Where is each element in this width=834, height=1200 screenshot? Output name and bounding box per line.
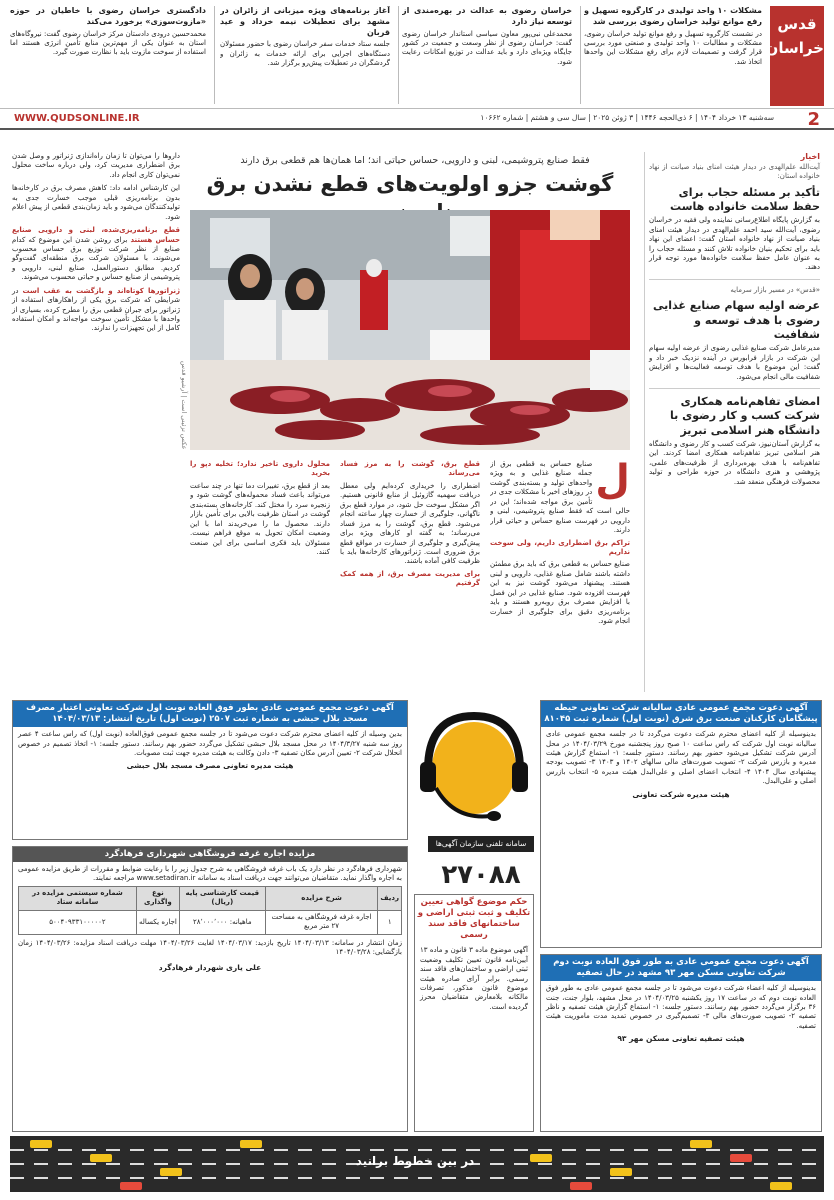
ad-body: بدینوسیله از کلیه اعضاء شرکت دعوت می‌شود تا در جلسه مجمع عمومی عادی به طور فوق العاده نوبت دوم که در ساعت ۱۷ روز یکشنبه ۱۴۰۴/۰۳/۲۵ در محل مشهد، بلوار جنت، جنت ۳۶ برگزار می‌گردد حضور بهم رسانند. دستور جلسه: ۱- استماع گزارش هیئت تصفیه و ناظر تصفیه ۲- تصویب صورت‌های مالی ۳- تصمیم‌گیری در خصوص تمدید مدت ماموریت هیئت تصفیه.: [546, 984, 816, 1030]
ad-intro: شهرداری فرهادگرد در نظر دارد یک باب غرفه فروشگاهی به شرح جدول زیر را با رعایت ضوابط و مقررات از طریق مزایده عمومی به اجاره واگذار نماید. متقاضیان می‌توانند جهت دریافت اسناد به سامانه www.setadiran.ir مراجعه نمایند.: [18, 865, 402, 883]
news-sidebar: [644, 152, 820, 692]
left-paragraph: [12, 184, 180, 222]
ad-body: بدینوسیله از کلیه اعضای محترم شرکت دعوت می‌گردد تا در جلسه مجمع عمومی عادی سالیانه نوبت اول شرکت که راس ساعت ۱۰ صبح روز پنجشنبه مورخ ۱۴۰۴/۰۳/۲۹ در محل آدرس شرکت تشکیل می‌شود حضور بهم رسانند. دستور جلسه: ۱- استماع گزارش هیئت مدیره و بازرس شرکت ۲- تصویب صورت‌های مالی سالهای ۱۴۰۲ و ۱۴۰۳ ۳- تصویب بودجه پیشنهادی سال ۱۴۰۴ ۴- انتخاب اعضای اصلی و علی‌البدل هیئت مدیره ۵- انتخاب بازرس اصلی و علی‌البدل.: [546, 730, 816, 786]
body-paragraph: اضطراری را خریداری کرده‌ایم ولی معطل دریافت سهمیه گازوئیل از منابع قانونی هستیم. اگر مشکل سوخت حل شود، در موارد قطع برق ناگهانی، جلوگیری از خسارت چهار ساعته انجام می‌شود. قطع برق، گوشت را به مرز فساد می‌رساند؛ به گفته او کارهای ویژه برای پیش‌گیری و جلوگیری از خسارت در مواقع قطع برق ضروری است. ژنراتورهای کارخانه‌ها باید با ظرفیت کافی آماده باشند.: [340, 481, 480, 566]
ad-land-registry[interactable]: [414, 894, 534, 1132]
table-header: ردیف: [378, 886, 402, 910]
sidebar-item2-text: مدیرعامل شرکت صنایع غذایی رضوی از عرضه اولیه سهام این شرکت در بازار فرابورس در آینده نزدیک خبر داد و گفت: این موضوع با هدف توسعه فعالیت‌ها و افزایش شفافیت مالی انجام می‌شود.: [649, 344, 820, 381]
sidebar-item2-title[interactable]: عرضه اولیه سهام صنایع غذایی رضوی با هدف توسعه و شفافیت: [653, 299, 820, 341]
left-paragraph: [12, 287, 180, 334]
snippet-1[interactable]: [584, 6, 762, 104]
subhead: محلول داروی تاخیر ندارد؛ تخلیه دپو را بخرید: [190, 460, 330, 478]
ad-mehr93-cooperative[interactable]: [540, 954, 822, 1132]
table-header: نوع واگذاری: [136, 886, 179, 910]
headset-icon: [414, 708, 534, 838]
photo-caption: عکس تزئینی است | آرشیو قدس: [180, 361, 188, 450]
ad-barq-cooperative[interactable]: [540, 700, 822, 948]
traffic-safety-banner[interactable]: [10, 1136, 824, 1192]
snippet-title: خراسان رضوی به عدالت در بهره‌مندی از توسعه نیاز دارد: [402, 6, 572, 26]
main-headline[interactable]: گوشت جزو اولویت‌های قطع نشدن برق: [206, 172, 614, 196]
table-cell: اجاره غرفه فروشگاهی به مساحت ۲۷ متر مربع: [265, 910, 378, 934]
dateline: سه‌شنبه ۱۳ خرداد ۱۴۰۴ | ۶ ذی‌الحجه ۱۴۴۶ | ۳ ژوئن ۲۰۲۵ | سال سی و هشتم | شماره ۱۰۶۶۲: [480, 113, 774, 122]
ad-title: آگهی دعوت مجمع عمومی عادی بطور فوق العاده نوبت اول شرکت تعاونی اعتبار مصرف مسجد بلال حبشی به شماره ثبت ۲۵۰۷ (نوبت اول) تاریخ انتشار: ۱۴۰۴/۰۳/۱۳: [13, 701, 407, 727]
lead-paragraph: صنایع حساس به قطعی برق از جمله صنایع غذایی و به ویژه واحدهای تولید و بسته‌بندی گوشت در روزهای اخیر با مشکلات جدی در تأمین برق مواجه شده‌اند؛ این در حالی است که فقط صنایع پتروشیمی، لبنی و دارویی در فهرست صنایع حساس و حیاتی قرار دارند.: [490, 460, 630, 535]
divider: [214, 6, 215, 104]
sidebar-item3-text: به گزارش آستان‌نیوز، شرکت کسب و کار رضوی و دانشگاه هنر اسلامی تبریز تفاهم‌نامه همکاری امضا کردند. این تفاهم‌نامه با هدف بهره‌برداری از ظرفیت‌های علمی، پژوهشی و هنری دانشگاه در حوزه طراحی و تولید محصولات فرهنگی منعقد شد.: [649, 439, 820, 486]
snippet-text: محمدعلی نبی‌پور معاون سیاسی استاندار خراسان رضوی گفت: خراسان رضوی از نظر وسعت و جمعیت در کشور جایگاه ویژه‌ای دارد و باید عدالت در توزیع امکانات رعایت شود.: [402, 29, 572, 66]
snippet-text: جلسه ستاد خدمات سفر خراسان رضوی با حضور مسئولان دستگاه‌های اجرایی برای ارائه خدمات به زائران و گردشگران در تعطیلات پیش‌رو برگزار شد.: [220, 40, 390, 68]
drop-cap-icon: ل: [595, 460, 630, 503]
sidebar-section-label: اخبار: [800, 152, 820, 161]
body-column-left: [190, 460, 330, 692]
site-url[interactable]: WWW.QUDSONLINE.IR: [14, 113, 140, 124]
table-cell: ماهیانه: ۲۸٬۰۰۰٬۰۰۰: [179, 910, 265, 934]
table-cell: اجاره یکساله: [136, 910, 179, 934]
page-number: 2: [807, 109, 820, 130]
subhead: تراکم برق اضطراری داریم، ولی سوخت نداریم: [490, 538, 630, 556]
table-header: شرح مزایده: [265, 886, 378, 910]
table-row: [19, 910, 402, 934]
ad-signature: هیئت مدیره شرکت تعاونی: [632, 789, 730, 799]
table-header: شماره سیستمی مزایده در سامانه ستاد: [19, 886, 137, 910]
divider: [398, 6, 399, 104]
left-text: در شرایطی که شرکت برق یکی از راهکارهای استفاده از ژنراتور برای جبران قطعی برق را مطرح کرده، بسیاری از واحدها با مشکل تأمین سوخت مواجه‌اند و امکان استفاده کامل از این تجهیزات را ندارند.: [12, 286, 180, 333]
snippet-2[interactable]: [402, 6, 572, 104]
body-column-middle: [340, 460, 480, 692]
phone-number[interactable]: ۲۷۰۸۸: [441, 860, 521, 890]
meat-factory-photo: [190, 210, 630, 450]
main-photo[interactable]: [190, 210, 630, 450]
ad-title: آگهی دعوت مجمع عمومی عادی سالیانه شرکت تعاونی حیطه پیشگامان کارکنان صنعت برق شرق (نوبت اول) شماره ثبت ۸۱۰۴۵: [541, 701, 821, 727]
ad-body: آگهی موضوع ماده ۳ قانون و ماده ۱۳ آیین‌نامه قانون تعیین تکلیف وضعیت ثبتی اراضی و ساختمان‌های فاقد سند رسمی. برابر آرای صادره هیئت موضوع قانون مذکور، تصرفات مالکانه بلامعارض متقاضیان محرز گردیده است.: [420, 946, 528, 1011]
table-cell: ۵۰۰۴۰۹۳۳۱۰۰۰۰۰۲: [19, 910, 137, 934]
left-paragraph: [12, 226, 180, 283]
auction-table: [18, 886, 402, 935]
sidebar-item2-kicker: «قدس» در مسیر بازار سرمایه: [730, 285, 820, 294]
ad-title: حکم موضوع گواهی تعیین تکلیف و ثبت ثبتی اراضی و ساختمانهای فاقد سند رسمی: [415, 895, 533, 943]
ad-signature: هیئت مدیره تعاونی مصرف مسجد بلال حبشی: [126, 761, 294, 771]
ad-signature: هیئت تصفیه تعاونی مسکن مهر ۹۳: [617, 1034, 745, 1044]
snippet-title: مشکلات ۱۰ واحد تولیدی در کارگروه تسهیل و رفع موانع تولید خراسان رضوی بررسی شد: [584, 6, 762, 26]
divider: [580, 6, 581, 104]
sidebar-item1-kicker: آیت‌الله علم‌الهدی در دیدار هیئت امنای بنیاد صیانت از نهاد خانواده استان:: [649, 162, 820, 181]
left-subhead: قطع برنامه‌ریزی‌شده، لبنی و دارویی صنایع حساس هستند: [12, 226, 180, 244]
body-column-lead: [490, 460, 630, 692]
sidebar-item1-title[interactable]: تأکید بر مسئله حجاب برای حفظ سلامت خانواده هاست: [670, 185, 820, 213]
snippet-text: در نشست کارگروه تسهیل و رفع موانع تولید خراسان رضوی، مشکلات و مطالبات ۱۰ واحد تولیدی و صنعتی مورد بررسی قرار گرفت و تصمیمات لازم برای رفع مشکلات این واحدها اتخاذ شد.: [584, 29, 762, 66]
snippet-title: آغاز برنامه‌های ویژه میزبانی از زائران در مشهد برای تعطیلات نیمه خرداد و عید قربان: [220, 6, 390, 37]
sidebar-item1-text: به گزارش پایگاه اطلاع‌رسانی نماینده ولی فقیه در خراسان رضوی، آیت‌الله سید احمد علم‌الهدی در دیدار هیئت امنای بنیاد صیانت از نهاد خانواده استان گفت: اعضای این نهاد باید برای تحکیم بنیان خانواده تلاش کنند و مسئله حجاب را به عنوان عامل حفظ سلامت خانواده‌ها مورد توجه قرار دهند.: [649, 216, 820, 272]
ad-body: [13, 862, 407, 963]
newspaper-logo[interactable]: [765, 6, 824, 106]
ad-dates: زمان انتشار در سامانه: ۱۴۰۴/۰۳/۱۳ تاریخ بازدید: ۱۴۰۴/۰۳/۱۷ لغایت ۱۴۰۴/۰۳/۲۶ مهلت دریافت اسناد مزایده: ۱۴۰۴/۰۳/۲۶ زمان بازگشایی: ۱۴۰۴/۰۳/۲۸: [18, 938, 402, 957]
sidebar-item3-title[interactable]: امضای تفاهم‌نامه همکاری شرکت کسب و کار رضوی با دانشگاه هنر اسلامی تبریز: [670, 394, 820, 437]
body-paragraph: صنایع حساس به قطعی برق که باید برق مطمئن داشته باشند شامل صنایع غذایی، دارویی و لبنی هستند. پیشنهاد می‌شود گوشت نیز به این فهرست افزوده شود. صنایع غذایی در این فصل با افزایش مصرف برق روبه‌رو هستند و باید برنامه‌ریزی دقیق برای جلوگیری از خسارت انجام شود.: [490, 560, 630, 625]
snippet-3[interactable]: [220, 6, 390, 104]
snippet-4[interactable]: [10, 6, 206, 104]
table-header: قیمت کارشناسی پایه (ریال): [179, 886, 265, 910]
table-cell: ۱: [378, 910, 402, 934]
phone-service-label: سامانه تلفنی سازمان آگهی‌ها: [428, 836, 534, 852]
logo-text: قدس خراسان: [765, 15, 824, 57]
snippet-text: محمدحسین درودی دادستان مرکز خراسان رضوی گفت: نیروگاه‌های استان به عنوان یکی از مهم‌ترین منابع تأمین انرژی هستند اما استفاده از سوخت مازوت باید با نظارت صورت گیرد.: [10, 29, 206, 57]
ad-farhadgerd-auction[interactable]: [12, 846, 408, 1132]
ad-signature: علی یاری شهردار فرهادگرد: [158, 962, 262, 972]
ad-title: مزایده اجاره غرفه فروشگاهی شهرداری فرهادگرد: [13, 847, 407, 862]
ad-title: آگهی دعوت مجمع عمومی عادی به طور فوق العاده نوبت دوم شرکت تعاونی مسکن مهر ۹۳ مشهد در حال تصفیه: [541, 955, 821, 981]
snippet-title: دادگستری خراسان رضوی با خاطیان در حوزه «مازوت‌سوزی» برخورد می‌کند: [10, 6, 206, 26]
left-paragraph: [12, 152, 180, 180]
left-text: این کارشناس ادامه داد: کاهش مصرف برق در کارخانه‌ها بدون برنامه‌ریزی قبلی موجب خسارت جدی به تولیدکنندگان می‌شود و باید زمان‌بندی قطعی از پیش اعلام شود.: [12, 184, 180, 221]
ad-bilal-cooperative[interactable]: [12, 700, 408, 840]
subhead: قطع برق، گوشت را به مرز فساد می‌رساند: [340, 460, 480, 478]
body-paragraph: بعد از قطع برق، تغییرات دما تنها در چند ساعت می‌تواند باعث فساد محموله‌های گوشت شود و زنجیره سرد را مختل کند. کارخانه‌های بسته‌بندی گوشت در استان ظرفیت بالایی برای تأمین بازار دارند. محصول ما را می‌خریدند اما با این وضعیت امکان تحویل به موقع فراهم نیست. مسئولان باید فکری اساسی برای این صنعت کنند.: [190, 481, 330, 556]
footer-slogan: در بین خطوط برانید: [355, 1154, 475, 1168]
left-text: برای روشن شدن این موضوع که کدام صنایع از نظر شرکت توزیع برق حساس محسوب می‌شوند، با مسئولان شرکت برق منطقه‌ای گفت‌وگو کردیم. مطابق دستورالعمل، صنایع لبنی، دارویی و پتروشیمی از صنایع حساس و حیاتی محسوب می‌شوند.: [12, 235, 180, 282]
left-column: [12, 152, 180, 692]
main-kicker: فقط صنایع پتروشیمی، لبنی و دارویی، حساس حیاتی اند؛ اما همان‌ها هم قطعی برق دارند: [240, 155, 590, 166]
left-subhead: ژنراتورها کوتاه‌اند و بازگشت به عقب است: [22, 286, 180, 295]
ad-body: بدین وسیله از کلیه اعضای محترم شرکت دعوت می‌شود تا در جلسه مجمع عمومی فوق‌العاده (نوبت اول) که راس ساعت ۴ عصر روز سه شنبه ۱۴۰۴/۳/۲۷ در محل مسجد بلال حبشی تشکیل می‌گردد حضور بهم رسانند. دستور جلسه: ۱- اتخاذ تصمیم در خصوص انحلال شرکت ۲- تعیین آدرس مکان تصفیه ۳- دادن وکالت به هیئت مدیره جهت ثبت مصوبات.: [18, 730, 402, 757]
subhead: برای مدیریت مصرف برق، از همه کمک گرفتیم: [340, 569, 480, 588]
left-text: داروها را می‌توان تا زمان راه‌اندازی ژنراتور و وصل شدن برق اضطراری مدیریت کرد، ولی درباره ساخت محلول نمی‌توان کاری انجام داد.: [12, 152, 180, 179]
main-story-body: [190, 460, 630, 692]
